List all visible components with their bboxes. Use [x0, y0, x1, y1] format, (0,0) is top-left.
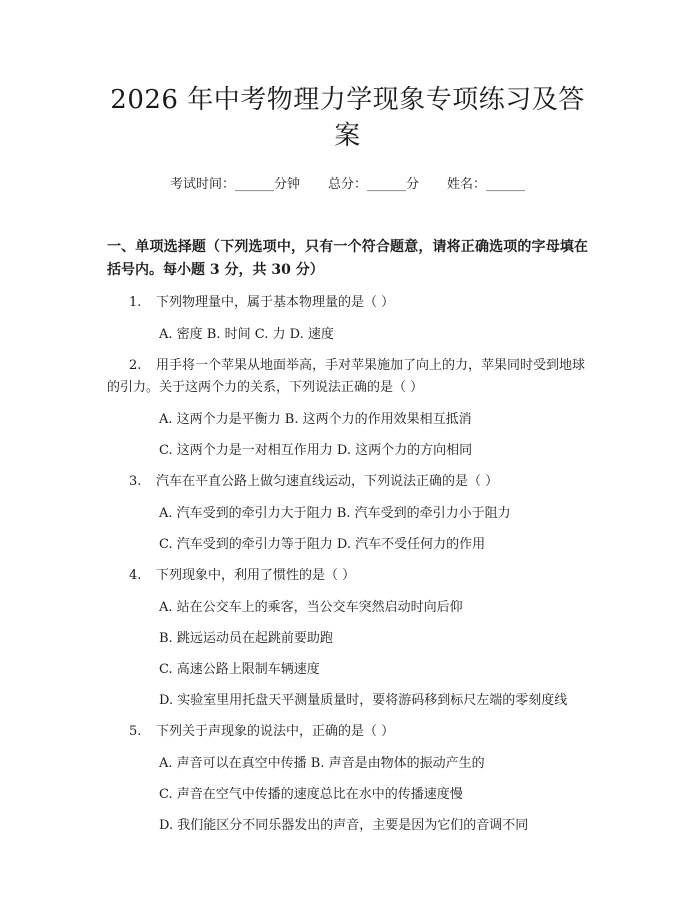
- answer-option: A. 声音可以在真空中传播 B. 声音是由物体的振动产生的: [159, 756, 485, 771]
- question-text: 下列物理量中，属于基本物理量的是（ ）: [156, 295, 395, 310]
- answer-option: C. 高速公路上限制车辆速度: [159, 662, 320, 677]
- question: [107, 292, 588, 314]
- exam-meta: [107, 175, 588, 195]
- answer-option: D. 我们能区分不同乐器发出的声音，主要是因为它们的音调不同: [159, 818, 529, 833]
- answer-option: C. 这两个力是一对相互作用力 D. 这两个力的方向相同: [159, 443, 473, 458]
- question-number: 4.: [129, 568, 142, 583]
- answer-option: A. 站在公交车上的乘客，当公交车突然启动时向后仰: [159, 600, 463, 615]
- exam-time: 考试时间：______分钟: [169, 177, 300, 192]
- question: [107, 721, 588, 743]
- question: [107, 355, 588, 399]
- exam-score: 总分：______分: [327, 177, 419, 192]
- question-number: 2.: [129, 358, 142, 373]
- question-text: 下列现象中，利用了惯性的是（ ）: [156, 568, 356, 583]
- answer-option: A. 密度 B. 时间 C. 力 D. 速度: [159, 327, 334, 342]
- page-title: 2026 年中考物理力学现象专项练习及答案: [110, 85, 585, 151]
- question: [107, 471, 588, 493]
- question-text: 下列关于声现象的说法中，正确的是（ ）: [156, 724, 395, 739]
- question-list: [107, 292, 588, 836]
- question: [107, 565, 588, 587]
- answer-option: A. 汽车受到的牵引力大于阻力 B. 汽车受到的牵引力小于阻力: [159, 506, 511, 521]
- question-text: 汽车在平直公路上做匀速直线运动，下列说法正确的是（ ）: [156, 474, 499, 489]
- exam-name: 姓名：______: [447, 177, 526, 192]
- answer-option: C. 声音在空气中传播的速度总比在水中的传播速度慢: [159, 787, 463, 802]
- answer-option: C. 汽车受到的牵引力等于阻力 D. 汽车不受任何力的作用: [159, 537, 486, 552]
- question-number: 1.: [129, 295, 142, 310]
- question-number: 5.: [129, 724, 142, 739]
- question-text: 用手将一个苹果从地面举高，手对苹果施加了向上的力，苹果同时受到地球的引力。关于这两个力的关系，下列说法正确的是（ ）: [107, 358, 586, 395]
- question-number: 3.: [129, 474, 142, 489]
- answer-option: A. 这两个力是平衡力 B. 这两个力的作用效果相互抵消: [159, 412, 472, 427]
- answer-option: D. 实验室里用托盘天平测量质量时，要将游码移到标尺左端的零刻度线: [159, 693, 568, 708]
- section-heading: 一、单项选择题（下列选项中，只有一个符合题意，请将正确选项的字母填在括号内。每小题 3 分，共 30 分）: [107, 239, 588, 278]
- answer-option: B. 跳远运动员在起跳前要助跑: [159, 631, 333, 646]
